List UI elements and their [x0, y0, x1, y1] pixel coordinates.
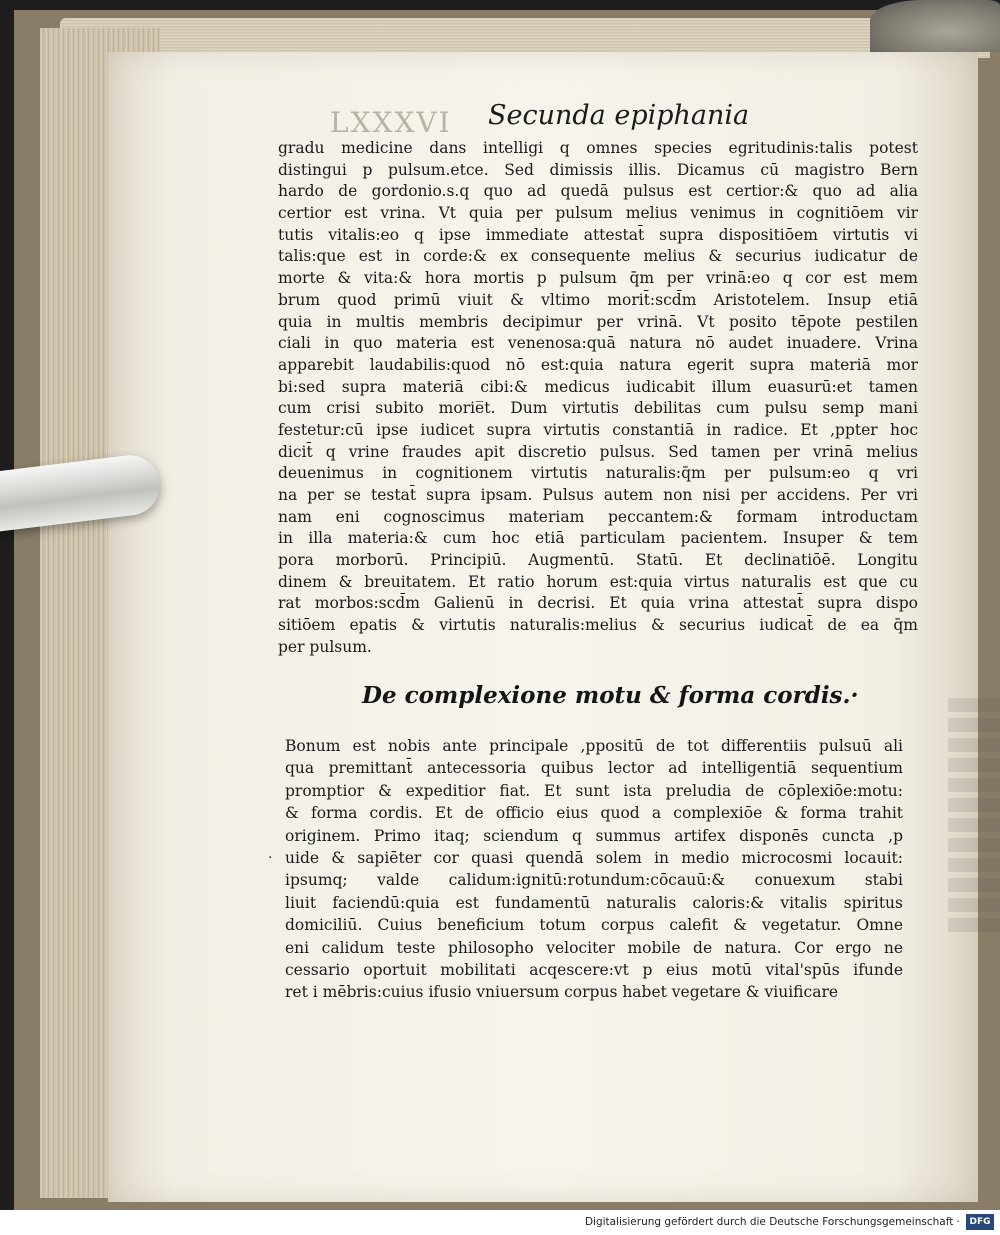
text-line: dicit̄ q vrine fraudes apit discretio pulsus. Sed tamen per vrinā melius	[278, 442, 918, 461]
text-line: hardo de gordonio.s.q quo ad quedā pulsus est certior:& quo ad alia	[278, 182, 918, 201]
dfg-logo: DFG	[966, 1214, 994, 1230]
text-line: gradu medicine dans intelligi q omnes species egritudinis:talis potest	[278, 139, 918, 157]
text-line: pora morborū. Principiū. Augmentū. Statū. Et declinatiōē. Longitu	[278, 551, 918, 570]
text-line: per pulsum.	[278, 637, 372, 656]
text-line: domiciliū. Cuius beneficium totum corpus calefit & vegetatur. Omne	[285, 916, 903, 935]
marginal-mark: ·	[268, 850, 273, 866]
text-line: sitiōem epatis & virtutis naturalis:melius & securius iudicat̄ de ea q̄m	[278, 616, 918, 635]
book-clasp	[870, 0, 1000, 52]
text-line: cessario oportuit mobilitati acqescere:vt p eius motū vital'spūs ifunde	[285, 960, 903, 979]
text-line: deuenimus in cognitionem virtutis naturalis:q̄m per pulsum:eo q vri	[278, 464, 918, 483]
text-line: ret i mēbris:cuius ifusio vniuersum corpus habet vegetare & viuificare	[285, 983, 839, 1002]
text-line: dinem & breuitatem. Et ratio horum est:quia virtus naturalis est que cu	[278, 572, 918, 591]
text-line: brum quod primū viuit & vltimo morit̄:scd̄m Aristotelem. Insup etiā	[278, 290, 918, 309]
text-line: morte & vita:& hora mortis p pulsum q̄m per vrinā:eo q cor est mem	[278, 269, 918, 288]
text-line: originem. Primo itaq; sciendum q summus artifex disponēs cuncta ,p	[285, 826, 903, 845]
text-line: quia in multis membris decipimur per vrinā. Vt posito tēpote pestilen	[278, 312, 918, 331]
text-line: rat morbos:scd̄m Galienū in decrisi. Et quia vrina attestat̄ supra dispo	[278, 594, 918, 613]
folio-number: LXXXVI	[330, 106, 452, 139]
text-line: qua premittant̄ antecessoria quibus lector ad intelligentiā sequentium	[285, 759, 903, 778]
text-line: promptior & expeditior fiat. Et sunt ista preludia de cōplexiōe:motu:	[285, 781, 903, 800]
text-line: Bonum est nobis ante principale ,ppositū de tot differentiis pulsuū ali	[285, 737, 903, 755]
text-line: apparebit laudabilis:quod nō est:quia natura egerit supra materiā mor	[278, 355, 918, 374]
text-block-1	[278, 138, 918, 659]
text-line: certior est vrina. Vt quia per pulsum melius venimus in cognitiōem vir	[278, 204, 918, 223]
text-block-2	[285, 735, 903, 1004]
funding-credit: Digitalisierung gefördert durch die Deutsche Forschungsgemeinschaft ·	[584, 1216, 960, 1228]
ink-bleed-through	[948, 692, 1000, 992]
section-heading: De complexione motu & forma cordis.·	[362, 682, 859, 709]
text-line: talis:que est in corde:& ex consequente melius & securius iudicatur de	[278, 247, 918, 266]
text-line: nam eni cognoscimus materiam peccantem:& formam introductam	[278, 507, 918, 526]
text-line: tutis vitalis:eo q ipse immediate attestat̄ supra dispositiōem virtutis vi	[278, 225, 918, 244]
text-line: ciali in quo materia est venenosa:quā natura nō audet inuadere. Vrina	[278, 334, 918, 353]
text-line: uide & sapiēter cor quasi quendā solem in medio microcosmi locauit:	[285, 848, 903, 867]
text-line: festetur:cū ipse iudicet supra virtutis constantiā in radice. Et ,ppter hoc	[278, 420, 918, 439]
text-line: ipsumq; valde calidum:ignitū:rotundum:cōcauū:& conuexum stabi	[285, 871, 903, 890]
text-line: in illa materia:& cum hoc etiā particulam pacientem. Insuper & tem	[278, 529, 918, 548]
text-line: liuit faciendū:quia est fundamentū naturalis caloris:& vitalis spiritus	[285, 893, 903, 912]
text-line: & forma cordis. Et de officio eius quod a complexiōe & forma trahit	[285, 804, 903, 823]
text-line: cum crisi subito morie̅t. Dum virtutis debilitas cum pulsu semp mani	[278, 399, 918, 418]
running-head: Secunda epiphania	[488, 100, 750, 131]
text-line: eni calidum teste philosopho velociter mobile de natura. Cor ergo ne	[285, 938, 903, 957]
text-line: distingui p pulsum.etce. Sed dimissis illis. Dicamus cū magistro Bern	[278, 160, 918, 179]
text-line: na per se testat̄ supra ipsam. Pulsus autem non nisi per accidens. Per vri	[278, 486, 918, 504]
text-line: bi:sed supra materiā cibi:& medicus iudicabit illum euasurū:et tamen	[278, 377, 918, 396]
